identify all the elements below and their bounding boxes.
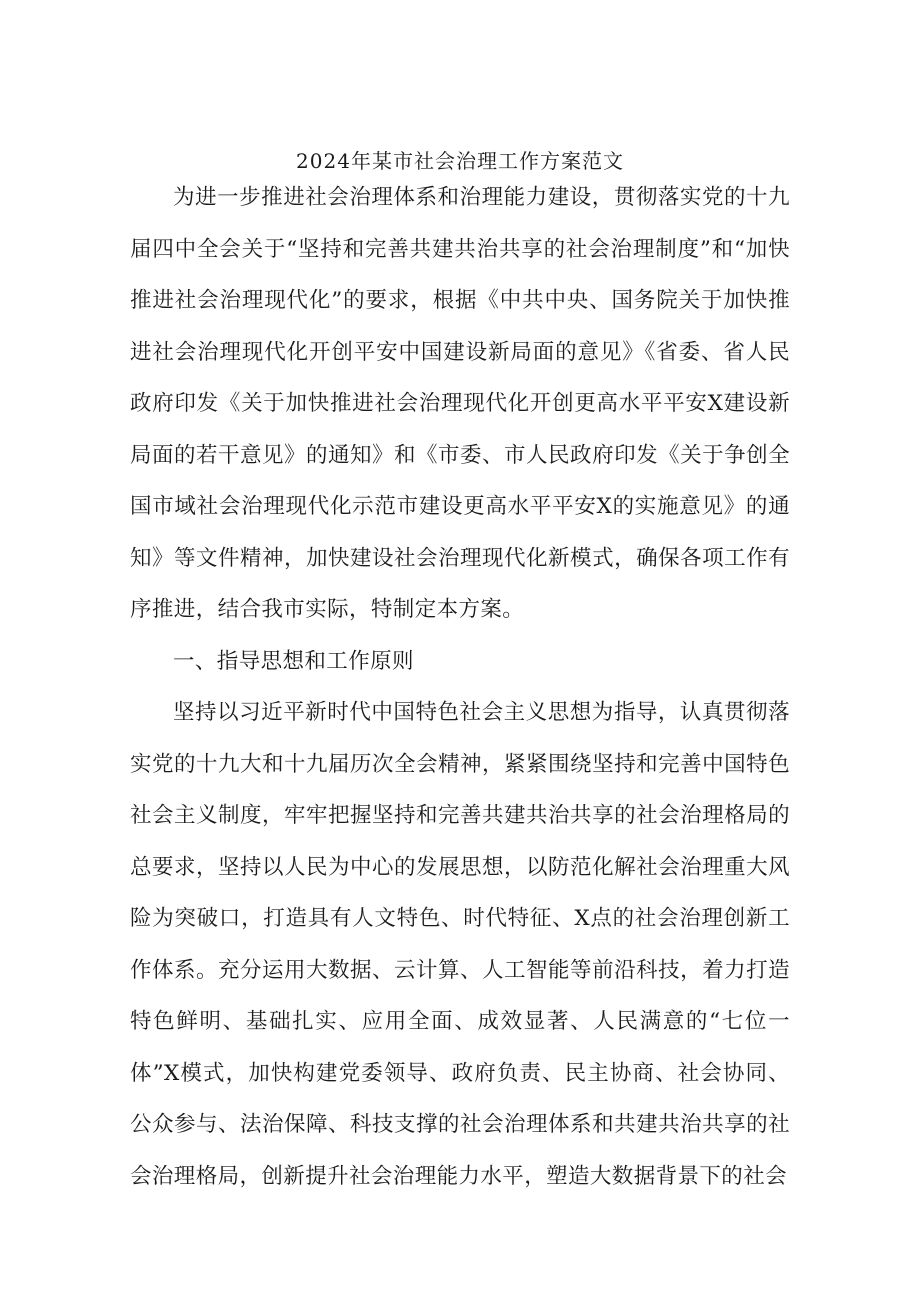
- document-title: 2024年某市社会治理工作方案范文: [296, 149, 624, 173]
- section-heading: 一、指导思想和工作原则: [173, 648, 414, 674]
- intro-paragraph: 为进一步推进社会治理体系和治理能力建设，贯彻落实党的十九届四中全会关于“坚持和完善共建共治共享的社会治理制度”和“加快推进社会治理现代化”的要求，根据《中共中央、国务院关于加快推进社会治理现代化开创平安中国建设新局面的意见》《省委、省人民政府印发《关于加快推进社会治理现代化开创更高水平平安X建设新局面的若干意见》的通知》和《市委、市人民政府印发《关于争创全国市域社会治理现代化示范市建设更高水平平安X的实施意见》的通知》等文件精神，加快建设社会治理现代化新模式，确保各项工作有序推进，结合我市实际，特制定本方案。: [130, 185, 790, 622]
- section-paragraph: 坚持以习近平新时代中国特色社会主义思想为指导，认真贯彻落实党的十九大和十九届历次全会精神，紧紧围绕坚持和完善中国特色社会主义制度，牢牢把握坚持和完善共建共治共享的社会治理格局的总要求，坚持以人民为中心的发展思想，以防范化解社会治理重大风险为突破口，打造具有人文特色、时代特征、X点的社会治理创新工作体系。充分运用大数据、云计算、人工智能等前沿科技，着力打造特色鲜明、基础扎实、应用全面、成效显著、人民满意的“七位一体”X模式，加快构建党委领导、政府负责、民主协商、社会协同、公众参与、法治保障、科技支撑的社会治理体系和共建共治共享的社会治理格局，创新提升社会治理能力水平，塑造大数据背景下的社会: [130, 700, 790, 1189]
- document-body: [130, 172, 790, 1202]
